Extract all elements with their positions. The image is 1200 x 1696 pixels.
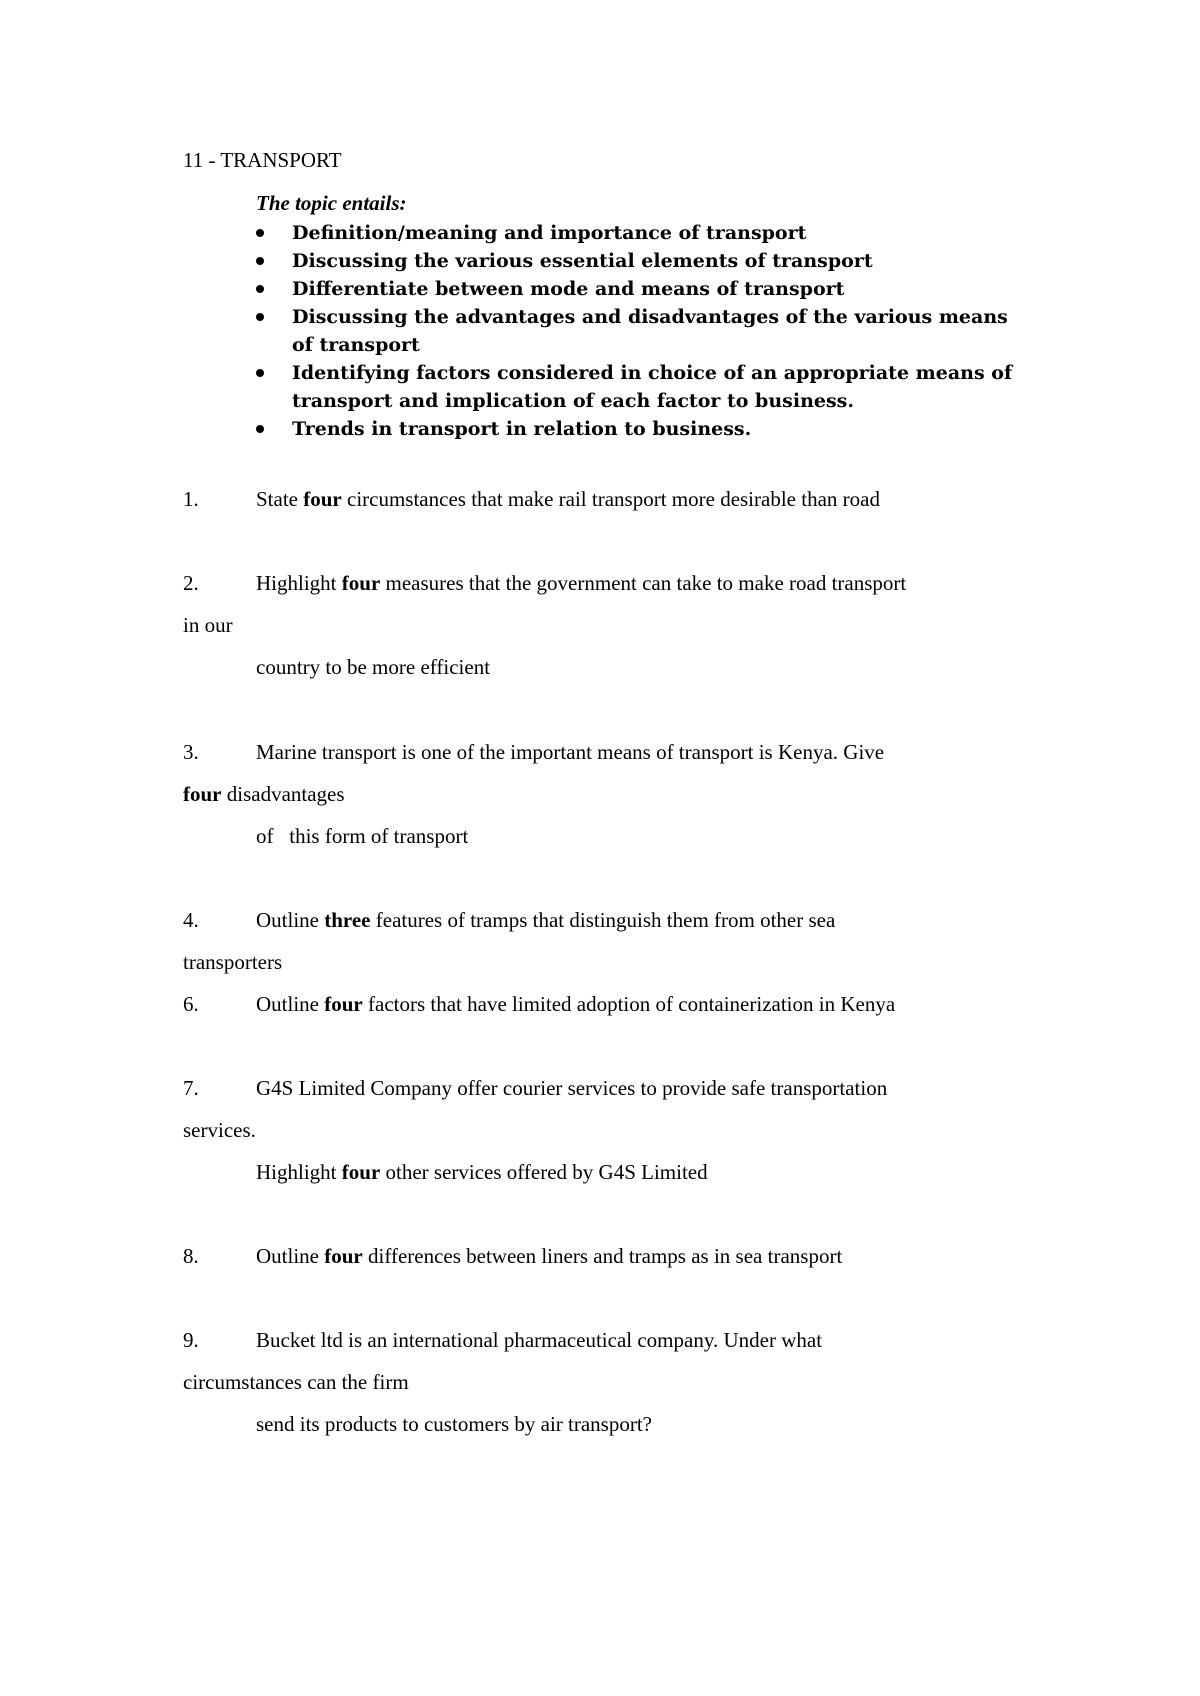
question-7-wrap: services. bbox=[183, 1118, 256, 1142]
question-6-number: 6. bbox=[183, 992, 199, 1016]
question-2-wrap: in our bbox=[183, 613, 233, 637]
question-3-continuation: of this form of transport bbox=[256, 824, 469, 848]
question-1-text: State four circumstances that make rail transport more desirable than road bbox=[256, 487, 880, 511]
topic-entails-label: The topic entails: bbox=[256, 191, 407, 215]
question-3-text: Marine transport is one of the important means of transport is Kenya. Give bbox=[256, 740, 885, 764]
bullet-icon bbox=[256, 229, 264, 237]
question-8-number: 8. bbox=[183, 1244, 199, 1268]
question-9-text: Bucket ltd is an international pharmaceutical company. Under what bbox=[256, 1328, 823, 1352]
bullet-icon bbox=[256, 257, 264, 265]
bullet-icon bbox=[256, 285, 264, 293]
question-4-wrap: transporters bbox=[183, 950, 283, 974]
question-9-wrap: circumstances can the firm bbox=[183, 1370, 409, 1394]
question-7-number: 7. bbox=[183, 1076, 199, 1100]
topic-list bbox=[256, 219, 1032, 443]
question-3-wrap: four disadvantages bbox=[183, 782, 345, 806]
list-item: Differentiate between mode and means of transport bbox=[256, 275, 1032, 303]
page-title: 11 - TRANSPORT bbox=[183, 148, 342, 172]
list-item: Identifying factors considered in choice of an appropriate means of transport and implication of each factor to business. bbox=[256, 359, 1032, 415]
list-item: Definition/meaning and importance of transport bbox=[256, 219, 1032, 247]
bullet-icon bbox=[256, 313, 264, 321]
question-9-number: 9. bbox=[183, 1328, 199, 1352]
question-2-text: Highlight four measures that the government can take to make road transport bbox=[256, 571, 907, 595]
list-item: Discussing the various essential elements of transport bbox=[256, 247, 1032, 275]
question-9-continuation: send its products to customers by air transport? bbox=[256, 1412, 653, 1436]
question-2-number: 2. bbox=[183, 571, 199, 595]
question-4-number: 4. bbox=[183, 908, 199, 932]
question-2-continuation: country to be more efficient bbox=[256, 655, 491, 679]
bullet-icon bbox=[256, 425, 264, 433]
question-1-number: 1. bbox=[183, 487, 199, 511]
question-4-text: Outline three features of tramps that distinguish them from other sea bbox=[256, 908, 836, 932]
bullet-icon bbox=[256, 369, 264, 377]
question-8-text: Outline four differences between liners and tramps as in sea transport bbox=[256, 1244, 843, 1268]
list-item: Trends in transport in relation to business. bbox=[256, 415, 1032, 443]
question-7-text: G4S Limited Company offer courier services to provide safe transportation bbox=[256, 1076, 888, 1100]
question-7-continuation: Highlight four other services offered by G4S Limited bbox=[256, 1160, 708, 1184]
list-item: Discussing the advantages and disadvantages of the various means of transport bbox=[256, 303, 1032, 359]
question-6-text: Outline four factors that have limited adoption of containerization in Kenya bbox=[256, 992, 896, 1016]
question-3-number: 3. bbox=[183, 740, 199, 764]
